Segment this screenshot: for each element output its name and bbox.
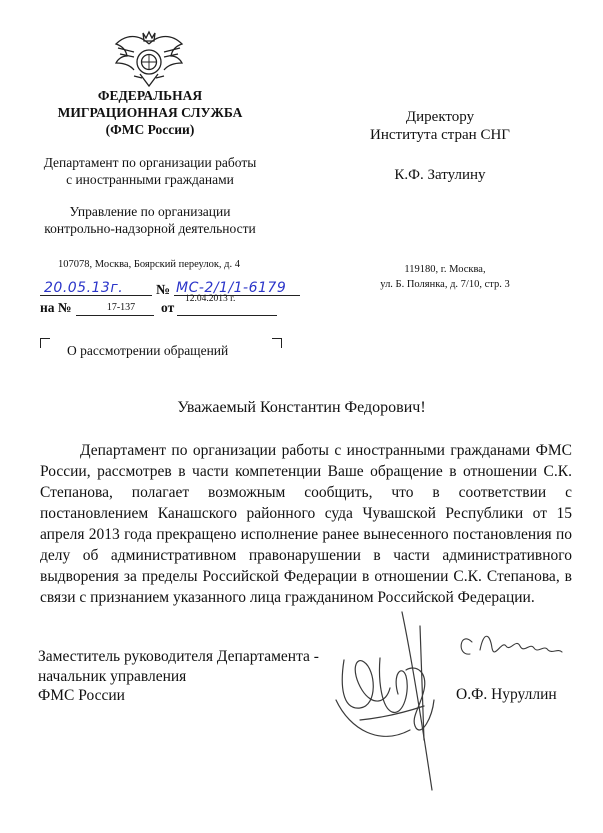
addressee-address-line2: ул. Б. Полянка, д. 7/10, стр. 3 bbox=[380, 279, 510, 290]
fms-eagle-emblem-icon bbox=[112, 30, 186, 88]
addressee-address bbox=[350, 262, 540, 292]
org-name-line2: МИГРАЦИОННАЯ СЛУЖБА bbox=[57, 105, 243, 120]
department-line2: с иностранными гражданами bbox=[66, 172, 234, 187]
outgoing-number: МС-2/1/1-6179 bbox=[176, 280, 287, 296]
body-paragraph: Департамент по организации работы с иностранными гражданами ФМС России, рассмотрев в части компетенции Ваше обращение в отношении С.К. Степанова, полагает возможным сообщить, что в соответствии с постановлением Канашского районного суда Чувашской Республики от 15 апреля 2013 года прекращено исполнение ранее вынесенного постановления по делу об административном правонарушении в части административного выдворения за пределы Российской Федерации в отношении С.К. Степанова, в связи с признанием указанного лица гражданином Российской Федерации. bbox=[40, 442, 572, 606]
greeting: Уважаемый Константин Федорович! bbox=[177, 399, 426, 416]
incoming-number: 17-137 bbox=[106, 302, 136, 313]
addressee-name: К.Ф. Затулину bbox=[394, 167, 486, 183]
department-name bbox=[30, 154, 270, 188]
org-name-line3: (ФМС России) bbox=[105, 122, 195, 137]
subject-corner-right bbox=[272, 338, 282, 348]
incoming-date: 12.04.2013 г. bbox=[185, 294, 236, 304]
incoming-date-line bbox=[177, 315, 277, 316]
sender-address: 107078, Москва, Боярский переулок, д. 4 bbox=[58, 259, 241, 270]
letter-subject: О рассмотрении обращений bbox=[67, 343, 229, 358]
directorate-name bbox=[30, 203, 270, 237]
addressee-line1: Директору bbox=[405, 109, 475, 125]
incoming-number-label: на № bbox=[40, 300, 72, 315]
incoming-number-line bbox=[76, 315, 154, 316]
directorate-line1: Управление по организации bbox=[69, 204, 231, 219]
department-line1: Департамент по организации работы bbox=[43, 155, 257, 170]
outgoing-number-label: № bbox=[156, 283, 171, 298]
addressee-line2: Института стран СНГ bbox=[370, 127, 510, 143]
organization-name bbox=[40, 87, 260, 138]
directorate-line2: контрольно-надзорной деятельности bbox=[44, 221, 256, 236]
addressee-position bbox=[345, 108, 535, 144]
signer-title-line3: ФМС России bbox=[38, 687, 125, 704]
addressee-address-line1: 119180, г. Москва, bbox=[404, 264, 486, 275]
signer-name: О.Ф. Нуруллин bbox=[456, 686, 557, 703]
org-name-line1: ФЕДЕРАЛЬНАЯ bbox=[97, 88, 203, 103]
outgoing-date-line bbox=[40, 295, 152, 296]
outgoing-date: 20.05.13г. bbox=[44, 280, 124, 296]
signer-title bbox=[38, 647, 319, 706]
signer-title-line1: Заместитель руководителя Департамента - bbox=[38, 648, 319, 665]
incoming-date-label: от bbox=[161, 300, 175, 315]
handwritten-closing: С уважением bbox=[470, 620, 476, 621]
subject-corner-left bbox=[40, 338, 50, 348]
signer-title-line2: начальник управления bbox=[38, 667, 187, 685]
